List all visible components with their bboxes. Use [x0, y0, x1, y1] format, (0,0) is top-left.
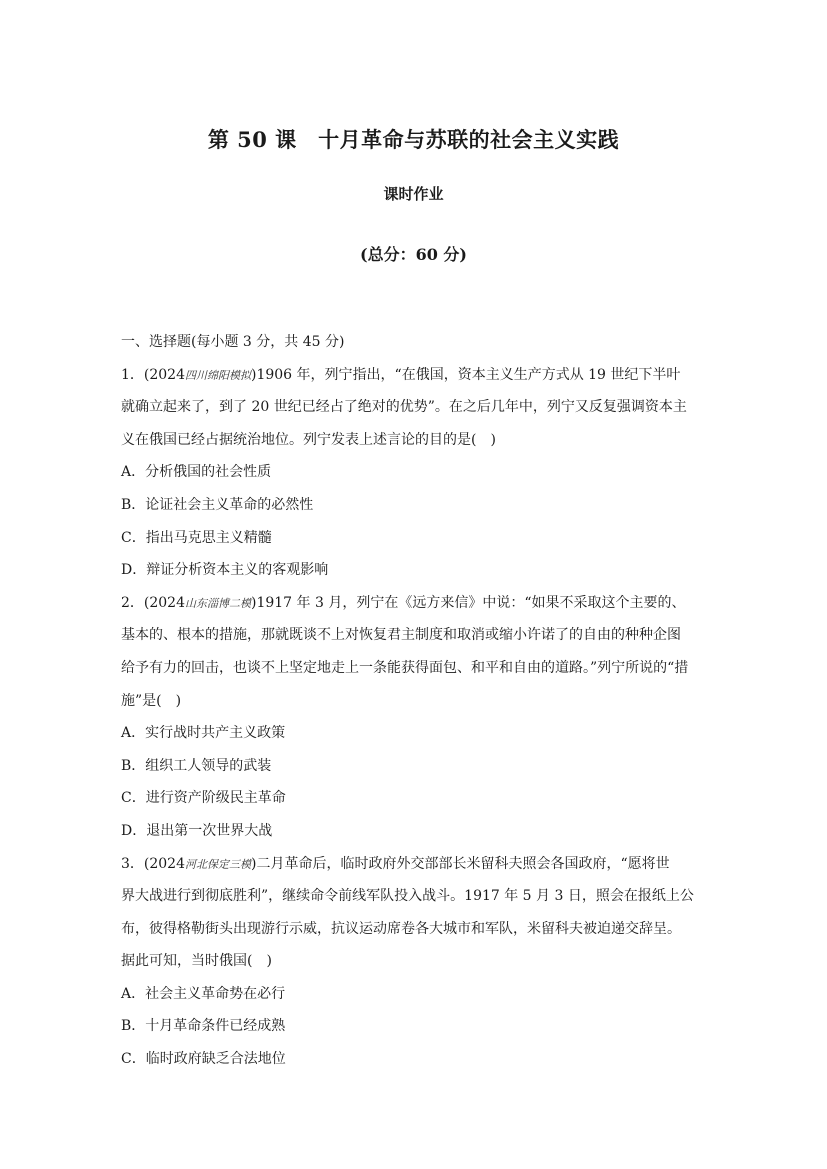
- question-3-number: 3．(2024: [121, 855, 185, 872]
- question-3-line-1: [121, 848, 707, 881]
- question-2-option-d: D．退出第一次世界大战: [121, 822, 273, 839]
- question-3-line-3: 布，彼得格勒街头出现游行示威，抗议运动席卷各大城市和军队，米留科夫被迫递交辞呈。: [121, 920, 681, 937]
- question-content: [121, 326, 707, 1076]
- question-2-option-c: C．进行资产阶级民主革命: [121, 790, 286, 807]
- question-1-text: )1906 年，列宁指出，“在俄国，资本主义生产方式从 19 世纪下半叶: [251, 366, 681, 383]
- question-1-source: 四川绵阳模拟: [185, 368, 251, 382]
- question-1-option-b: B．论证社会主义革命的必然性: [121, 496, 314, 513]
- question-2-line-2: 基本的、根本的措施，那就既谈不上对恢复君主制度和取消或缩小许诺了的自由的种种企图: [121, 627, 681, 644]
- question-1-line-2: 就确立起来了，到了 20 世纪已经占了绝对的优势”。在之后几年中，列宁又反复强调资本主: [121, 399, 687, 416]
- question-1-line-3: 义在俄国已经占据统治地位。列宁发表上述言论的目的是( ): [121, 431, 496, 448]
- question-2-source: 山东淄博二模: [185, 596, 251, 610]
- total-score: (总分：60 分): [360, 245, 467, 264]
- question-1-option-a: A．分析俄国的社会性质: [121, 464, 272, 481]
- question-1-line-1: [121, 359, 707, 392]
- question-3-text: )二月革命后，临时政府外交部部长米留科夫照会各国政府，“愿将世: [251, 855, 670, 872]
- page-subtitle: 课时作业: [383, 185, 444, 203]
- question-3-line-4: 据此可知，当时俄国( ): [121, 953, 272, 970]
- question-3-option-a: A．社会主义革命势在必行: [121, 985, 286, 1002]
- question-3-option-c: C．临时政府缺乏合法地位: [121, 1051, 286, 1068]
- page-title: 第 50 课 十月革命与苏联的社会主义实践: [207, 127, 620, 152]
- question-3-option-b: B．十月革命条件已经成熟: [121, 1018, 286, 1035]
- question-2-line-3: 给予有力的回击，也谈不上坚定地走上一条能获得面包、和平和自由的道路。”列宁所说的“措: [121, 659, 689, 676]
- question-2-option-b: B．组织工人领导的武装: [121, 757, 272, 774]
- question-2-line-4: 施”是( ): [121, 692, 182, 709]
- question-2-text: )1917 年 3 月，列宁在《远方来信》中说：“如果不采取这个主要的、: [251, 594, 686, 611]
- question-3-line-2: 界大战进行到彻底胜利”，继续命令前线军队投入战斗。1917 年 5 月 3 日，照会在报纸上公: [121, 888, 694, 905]
- question-1-option-d: D．辩证分析资本主义的客观影响: [121, 562, 329, 579]
- question-3-source: 河北保定三模: [185, 857, 251, 871]
- question-2-option-a: A．实行战时共产主义政策: [121, 725, 286, 742]
- section-heading: 一、选择题(每小题 3 分，共 45 分): [121, 334, 345, 350]
- question-1-option-c: C．指出马克思主义精髓: [121, 529, 272, 546]
- question-1-number: 1．(2024: [121, 366, 185, 383]
- question-2-line-1: [121, 587, 707, 620]
- question-2-number: 2．(2024: [121, 594, 185, 611]
